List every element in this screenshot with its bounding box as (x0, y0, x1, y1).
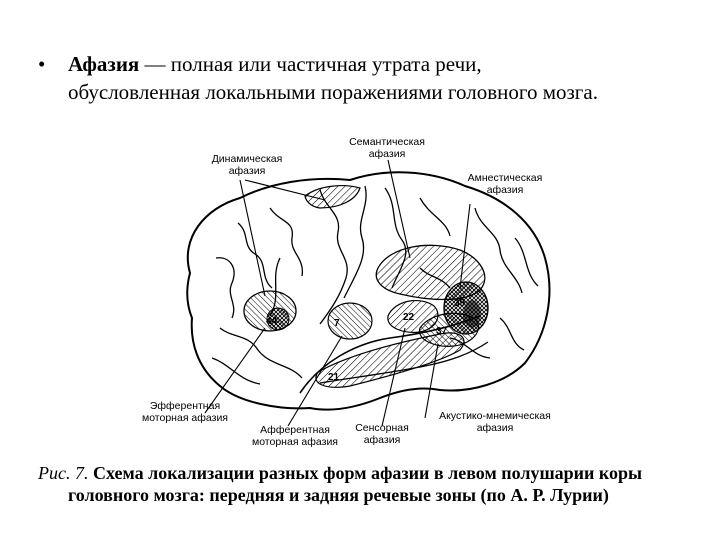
label-afferent-line2: моторная афазия (251, 436, 338, 448)
figure-caption (38, 462, 678, 506)
label-amnestic-line2: афазия (486, 184, 524, 196)
definition-line2: обусловленная локальными поражениями головного мозга. (68, 80, 598, 104)
area-number-44: 44 (266, 316, 278, 327)
label-efferent-aphasia (130, 400, 240, 424)
label-acoustic-line2: афазия (476, 422, 514, 434)
label-semantic-line1: Семантическая (349, 136, 425, 148)
label-dynamic-line1: Динамическая (211, 153, 283, 165)
label-semantic-line2: афазия (368, 148, 406, 160)
label-dynamic-line2: афазия (228, 165, 266, 177)
label-amnestic-aphasia (450, 172, 560, 196)
caption-line1: Схема локализации разных форм афазии в левом полушарии коры (88, 463, 643, 483)
aphasia-term: Афазия (68, 52, 140, 76)
bullet-item (38, 50, 698, 106)
label-afferent-aphasia (240, 424, 350, 448)
bullet-text (68, 50, 698, 106)
label-acoustic-line1: Акустико-мнемическая (439, 410, 551, 422)
label-acoustic-aphasia (420, 410, 570, 434)
label-afferent-line1: Афферентная (260, 424, 330, 436)
area-number-39: 39 (454, 298, 466, 309)
area-number-37: 37 (436, 326, 448, 337)
caption-line2: головного мозга: передняя и задняя речевые зоны (по А. Р. Лурии) (68, 485, 609, 505)
label-semantic-aphasia (332, 136, 442, 160)
brain-diagram (120, 128, 600, 448)
caption-lead: Рис. 7. (38, 463, 89, 483)
area-number-22: 22 (403, 312, 415, 323)
label-efferent-line2: моторная афазия (141, 412, 228, 424)
bullet-marker: • (38, 52, 46, 76)
label-sensory-aphasia (342, 422, 422, 446)
label-sensory-line1: Сенсорная (355, 422, 409, 434)
area-number-21: 21 (328, 372, 340, 383)
area-number-7: 7 (334, 318, 340, 329)
label-efferent-line1: Эфферентная (149, 400, 221, 412)
definition-line1: — полная или частичная утрата речи, (139, 52, 482, 76)
label-amnestic-line1: Амнестическая (467, 172, 543, 184)
label-dynamic-aphasia (192, 153, 302, 177)
label-sensory-line2: афазия (363, 434, 401, 446)
